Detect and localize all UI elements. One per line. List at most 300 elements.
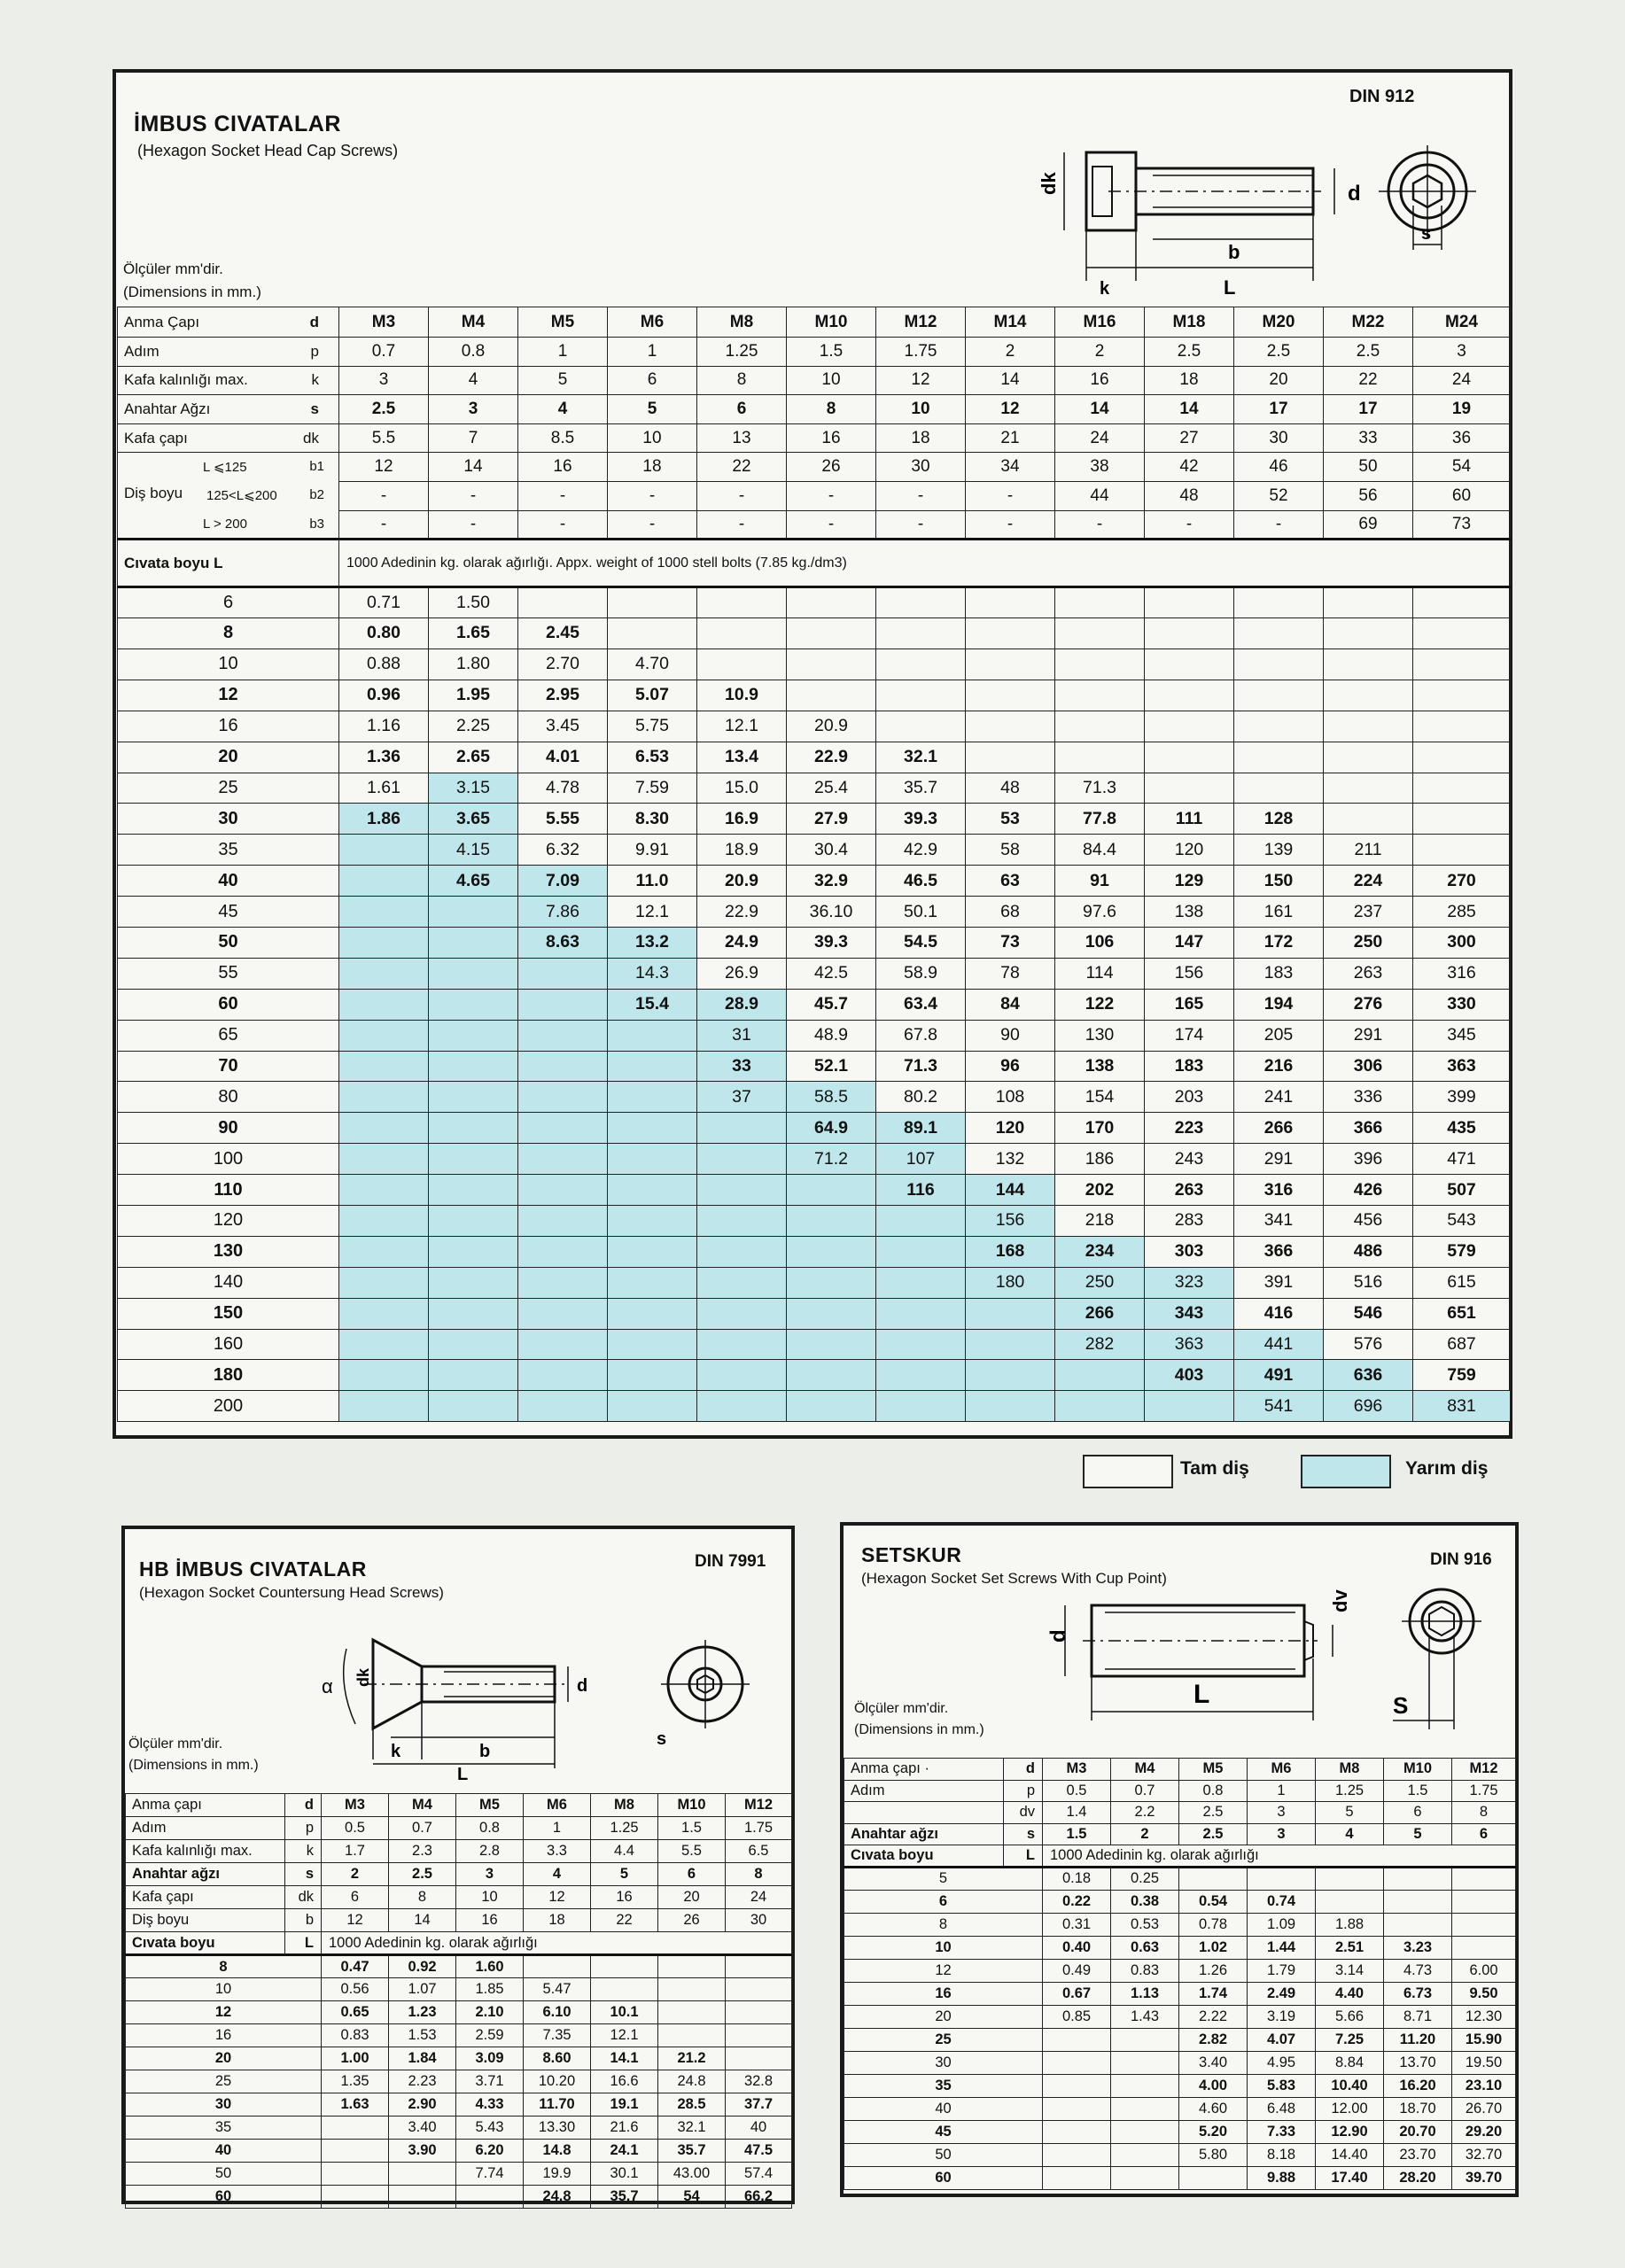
weight-value: 0.92: [389, 1955, 456, 1978]
weight-value: 144: [966, 1175, 1055, 1206]
length-value: 16: [126, 2024, 322, 2047]
spec-value: 2: [1055, 338, 1145, 367]
weight-value: [1145, 618, 1234, 649]
weight-value: 165: [1145, 989, 1234, 1020]
weight-value: 32.9: [787, 866, 876, 897]
weight-value: 7.74: [456, 2163, 524, 2186]
weight-value: [339, 1360, 429, 1391]
length-value: 35: [118, 835, 339, 866]
weight-value: 0.71: [339, 587, 429, 618]
spec-value: 0.5: [322, 1817, 389, 1840]
weight-value: [966, 649, 1055, 680]
din912-label-d: d: [1348, 182, 1361, 206]
weight-value: [1413, 587, 1511, 618]
din7991-table: [125, 1793, 792, 2209]
length-symbol: L: [1004, 1845, 1043, 1868]
weight-value: [339, 1082, 429, 1113]
length-row: [118, 835, 1511, 866]
spec-value: 24: [1055, 423, 1145, 453]
weight-value: 52.1: [787, 1051, 876, 1082]
weight-value: [876, 1267, 966, 1298]
weight-value: [726, 2024, 792, 2047]
weight-value: 0.80: [339, 618, 429, 649]
spec-label-text: Anma Çapı: [124, 313, 200, 330]
weight-value: 403: [1145, 1360, 1234, 1391]
weight-value: 63: [966, 866, 1055, 897]
weight-value: [339, 1205, 429, 1236]
thread-value: -: [429, 481, 518, 510]
weight-value: [1043, 2143, 1111, 2166]
weight-value: [608, 1236, 697, 1267]
weight-value: 111: [1145, 804, 1234, 835]
spec-label-text: Anahtar Ağzı: [124, 400, 211, 417]
din916-panel: [840, 1522, 1519, 2197]
weight-value: 341: [1234, 1205, 1324, 1236]
weight-value: 224: [1324, 866, 1413, 897]
spec-value: M8: [1316, 1759, 1384, 1781]
thread-value: 22: [697, 453, 787, 482]
weight-value: 1.23: [389, 2001, 456, 2024]
weight-value: [591, 1955, 658, 1978]
weight-value: [429, 1205, 518, 1236]
thread-value: 73: [1413, 510, 1511, 540]
spec-label: Anahtar ağzı: [844, 1823, 1004, 1845]
weight-value: 30.1: [591, 2163, 658, 2186]
spec-value: 3: [456, 1863, 524, 1886]
din912-dims-en: (Dimensions in mm.): [123, 284, 261, 300]
weight-value: 234: [1055, 1236, 1145, 1267]
spec-value: M3: [339, 307, 429, 338]
spec-value: M5: [456, 1794, 524, 1817]
length-row: [126, 2024, 792, 2047]
spec-value: 4: [1316, 1823, 1384, 1845]
weight-value: 3.71: [456, 2070, 524, 2093]
weight-value: 53: [966, 804, 1055, 835]
weight-value: [1324, 618, 1413, 649]
length-row: [118, 804, 1511, 835]
weight-value: [1055, 1360, 1145, 1391]
weight-value: 11.70: [524, 2093, 591, 2117]
weight-value: 12.30: [1452, 2005, 1516, 2028]
thread-value: 42: [1145, 453, 1234, 482]
weight-value: [726, 1955, 792, 1978]
weight-value: [429, 1298, 518, 1329]
spec-label: Anma çapı: [126, 1794, 285, 1817]
spec-value: 3: [429, 395, 518, 424]
thread-symbol: b3: [309, 517, 324, 532]
spec-value: M4: [389, 1794, 456, 1817]
length-row: [118, 1082, 1511, 1113]
spec-label: Anma çapı ·: [844, 1759, 1004, 1781]
weight-value: 516: [1324, 1267, 1413, 1298]
length-value: 8: [126, 1955, 322, 1978]
din7991-label-k: k: [391, 1742, 401, 1761]
length-value: 140: [118, 1267, 339, 1298]
thread-value: -: [339, 510, 429, 540]
weight-value: 45.7: [787, 989, 876, 1020]
weight-value: 36.10: [787, 897, 876, 928]
weight-value: 138: [1145, 897, 1234, 928]
weight-value: 122: [1055, 989, 1145, 1020]
spec-value: 14: [1055, 395, 1145, 424]
weight-value: [429, 927, 518, 958]
weight-value: [1111, 2097, 1179, 2120]
thread-value: 34: [966, 453, 1055, 482]
weight-value: [876, 1236, 966, 1267]
spec-value: M12: [876, 307, 966, 338]
spec-row: [126, 1840, 792, 1863]
din7991-title: HB İMBUS CIVATALAR: [139, 1557, 367, 1581]
weight-value: 2.49: [1248, 1982, 1316, 2005]
spec-value: 2.5: [1324, 338, 1413, 367]
weight-value: 37.7: [726, 2093, 792, 2117]
weight-value: 2.59: [456, 2024, 524, 2047]
weight-value: 5.80: [1179, 2143, 1248, 2166]
weight-value: [339, 927, 429, 958]
length-row: [118, 1205, 1511, 1236]
weight-value: 42.9: [876, 835, 966, 866]
weight-value: 546: [1324, 1298, 1413, 1329]
din7991-label-alpha: α: [322, 1675, 333, 1697]
thread-value: -: [876, 481, 966, 510]
length-row: [118, 1236, 1511, 1267]
weight-value: 4.65: [429, 866, 518, 897]
thread-value: 30: [876, 453, 966, 482]
length-value: 6: [844, 1890, 1043, 1913]
weight-value: [608, 1113, 697, 1144]
thread-symbol: b1: [309, 459, 324, 475]
weight-value: 24.8: [658, 2070, 726, 2093]
weight-value: 24.1: [591, 2140, 658, 2163]
weight-value: 91: [1055, 866, 1145, 897]
thread-value: 54: [1413, 453, 1511, 482]
din916-label-d: d: [1046, 1629, 1070, 1643]
weight-value: 330: [1413, 989, 1511, 1020]
thread-value: -: [608, 510, 697, 540]
din912-standard: DIN 912: [1349, 87, 1415, 106]
weight-value: 4.95: [1248, 2051, 1316, 2074]
length-row: [118, 649, 1511, 680]
weight-value: 24.8: [524, 2186, 591, 2209]
weight-value: [429, 1175, 518, 1206]
din912-label-L: L: [1224, 276, 1236, 299]
weight-value: 1.53: [389, 2024, 456, 2047]
weight-value: 32.1: [658, 2117, 726, 2140]
weight-value: 0.40: [1043, 1936, 1111, 1959]
thread-value: -: [429, 510, 518, 540]
weight-value: [1413, 804, 1511, 835]
weight-value: [1413, 835, 1511, 866]
din912-label-s: s: [1421, 224, 1432, 244]
spec-value: 1.25: [1316, 1780, 1384, 1802]
weight-value: 47.5: [726, 2140, 792, 2163]
spec-value: 6.5: [726, 1840, 792, 1863]
spec-value: 22: [1324, 366, 1413, 395]
weight-value: 39.3: [787, 927, 876, 958]
spec-value: 0.7: [339, 338, 429, 367]
length-row: [844, 2097, 1516, 2120]
weight-value: [697, 1205, 787, 1236]
weight-value: 1.61: [339, 773, 429, 804]
weight-value: [1055, 680, 1145, 711]
weight-value: 35.7: [658, 2140, 726, 2163]
length-value: 50: [118, 927, 339, 958]
weight-value: [876, 1360, 966, 1391]
weight-value: [518, 1267, 608, 1298]
weight-value: 1.95: [429, 680, 518, 711]
weight-value: 13.4: [697, 742, 787, 773]
weight-value: 16.9: [697, 804, 787, 835]
weight-value: 1.36: [339, 742, 429, 773]
weight-value: 43.00: [658, 2163, 726, 2186]
weight-value: [339, 958, 429, 989]
spec-symbol: dk: [303, 429, 319, 447]
din7991-label-d: d: [577, 1676, 588, 1696]
spec-value: 12: [524, 1886, 591, 1909]
spec-value: 6: [1384, 1802, 1452, 1824]
spec-value: M5: [1179, 1759, 1248, 1781]
weight-value: 456: [1324, 1205, 1413, 1236]
weight-value: 8.60: [524, 2047, 591, 2070]
length-row: [118, 1360, 1511, 1391]
weight-value: [429, 1329, 518, 1360]
spec-value: 2.5: [389, 1863, 456, 1886]
weight-value: [608, 1205, 697, 1236]
spec-value: 5: [1316, 1802, 1384, 1824]
spec-symbol: b: [285, 1909, 322, 1932]
weight-value: 0.65: [322, 2001, 389, 2024]
weight-value: [518, 1175, 608, 1206]
weight-value: [1324, 742, 1413, 773]
weight-value: [322, 2117, 389, 2140]
spec-value: 7: [429, 423, 518, 453]
length-value: 70: [118, 1051, 339, 1082]
weight-value: [339, 1020, 429, 1051]
weight-value: [1324, 773, 1413, 804]
weight-value: [726, 2001, 792, 2024]
weight-value: [966, 587, 1055, 618]
legend-full-thread-label: Tam diş: [1180, 1458, 1249, 1479]
weight-value: [608, 1020, 697, 1051]
weight-value: [726, 2047, 792, 2070]
length-value: 130: [118, 1236, 339, 1267]
weight-value: 366: [1234, 1236, 1324, 1267]
length-value: 150: [118, 1298, 339, 1329]
weight-value: 0.54: [1179, 1890, 1248, 1913]
weight-value: [966, 1360, 1055, 1391]
weight-value: 1.07: [389, 1978, 456, 2001]
spec-value: 8: [787, 395, 876, 424]
spec-value: 2: [966, 338, 1055, 367]
thread-value: -: [787, 481, 876, 510]
thread-value: 12: [339, 453, 429, 482]
weight-value: [1111, 2143, 1179, 2166]
weight-value: 441: [1234, 1329, 1324, 1360]
weight-value: 205: [1234, 1020, 1324, 1051]
weight-value: [518, 587, 608, 618]
weight-value: [518, 1298, 608, 1329]
weight-value: 316: [1234, 1175, 1324, 1206]
spec-value: 8: [697, 366, 787, 395]
weight-value: [1324, 587, 1413, 618]
length-row: [118, 927, 1511, 958]
din7991-label-L: L: [457, 1765, 469, 1782]
weight-value: 831: [1413, 1391, 1511, 1422]
spec-value: 1: [1248, 1780, 1316, 1802]
weight-value: 71.3: [1055, 773, 1145, 804]
din7991-screw-drawing: [302, 1613, 781, 1782]
length-value: 30: [126, 2093, 322, 2117]
weight-value: 0.56: [322, 1978, 389, 2001]
length-row: [844, 2143, 1516, 2166]
thread-value: -: [339, 481, 429, 510]
length-row: [118, 897, 1511, 928]
length-row: [126, 2070, 792, 2093]
weight-value: 0.49: [1043, 1959, 1111, 1982]
weight-value: [1111, 2074, 1179, 2097]
weight-value: 541: [1234, 1391, 1324, 1422]
weight-value: [726, 1978, 792, 2001]
weight-value: 9.91: [608, 835, 697, 866]
weight-value: 1.88: [1316, 1913, 1384, 1936]
weight-value: [966, 742, 1055, 773]
weight-value: 6.48: [1248, 2097, 1316, 2120]
weight-value: 15.4: [608, 989, 697, 1020]
length-row: [118, 989, 1511, 1020]
weight-value: 203: [1145, 1082, 1234, 1113]
weight-value: [876, 680, 966, 711]
spec-row: [118, 307, 1511, 338]
weight-value: 58.5: [787, 1082, 876, 1113]
weight-value: [787, 1329, 876, 1360]
length-row: [118, 1051, 1511, 1082]
din7991-dims-tr: Ölçüler mm'dir.: [128, 1736, 223, 1751]
weight-value: 12.1: [697, 711, 787, 742]
weight-value: 26.9: [697, 958, 787, 989]
weight-value: [608, 1360, 697, 1391]
length-row: [126, 2140, 792, 2163]
weight-value: [876, 618, 966, 649]
weight-value: 7.59: [608, 773, 697, 804]
spec-value: 22: [591, 1909, 658, 1932]
spec-value: 1.7: [322, 1840, 389, 1863]
weight-value: 211: [1324, 835, 1413, 866]
weight-value: [697, 1391, 787, 1422]
weight-value: [697, 1298, 787, 1329]
weight-value: 1.13: [1111, 1982, 1179, 2005]
weight-value: 3.40: [389, 2117, 456, 2140]
weight-value: 10.9: [697, 680, 787, 711]
spec-value: 2.5: [1234, 338, 1324, 367]
length-row: [844, 2166, 1516, 2189]
weight-value: 507: [1413, 1175, 1511, 1206]
weight-value: 0.85: [1043, 2005, 1111, 2028]
weight-value: 2.23: [389, 2070, 456, 2093]
weight-value: 16.20: [1384, 2074, 1452, 2097]
spec-value: M18: [1145, 307, 1234, 338]
weight-value: [322, 2163, 389, 2186]
spec-value: 17: [1324, 395, 1413, 424]
weight-value: [1055, 649, 1145, 680]
weight-value: [966, 1329, 1055, 1360]
weight-value: [787, 1391, 876, 1422]
spec-value: 1.5: [1384, 1780, 1452, 1802]
weight-value: 1.65: [429, 618, 518, 649]
weight-value: [697, 587, 787, 618]
weight-value: 0.18: [1043, 1867, 1111, 1890]
spec-value: 18: [1145, 366, 1234, 395]
spec-value: 0.8: [1179, 1780, 1248, 1802]
length-header-row: [126, 1932, 792, 1955]
din916-dims-en: (Dimensions in mm.): [854, 1722, 984, 1737]
weight-value: 84.4: [1055, 835, 1145, 866]
thread-value: -: [518, 510, 608, 540]
weight-value: 9.50: [1452, 1982, 1516, 2005]
weight-value: [518, 1391, 608, 1422]
weight-value: 32.1: [876, 742, 966, 773]
weight-value: 67.8: [876, 1020, 966, 1051]
weight-value: [1413, 649, 1511, 680]
weight-value: 138: [1055, 1051, 1145, 1082]
weight-value: 0.53: [1111, 1913, 1179, 1936]
weight-value: 426: [1324, 1175, 1413, 1206]
length-value: 65: [118, 1020, 339, 1051]
weight-value: [966, 1298, 1055, 1329]
weight-value: 23.10: [1452, 2074, 1516, 2097]
din912-label-b: b: [1228, 241, 1240, 263]
spec-value: 4: [429, 366, 518, 395]
thread-value: -: [876, 510, 966, 540]
weight-note: 1000 Adedinin kg. olarak ağırlığı: [1043, 1845, 1516, 1868]
weight-value: 303: [1145, 1236, 1234, 1267]
weight-value: 20.9: [697, 866, 787, 897]
spec-label: Adım: [126, 1817, 285, 1840]
din7991-label-dk: dk: [354, 1667, 372, 1687]
thread-value: 48: [1145, 481, 1234, 510]
weight-value: 218: [1055, 1205, 1145, 1236]
spec-value: M16: [1055, 307, 1145, 338]
weight-value: [1043, 2166, 1111, 2189]
din916-screw-drawing: [1012, 1570, 1508, 1738]
spec-value: 19: [1413, 395, 1511, 424]
weight-value: 1.35: [322, 2070, 389, 2093]
spec-value: 10: [787, 366, 876, 395]
spec-value: M5: [518, 307, 608, 338]
weight-value: [339, 1267, 429, 1298]
length-row: [844, 1913, 1516, 1936]
spec-value: M3: [1043, 1759, 1111, 1781]
weight-value: [1234, 587, 1324, 618]
spec-value: 17: [1234, 395, 1324, 424]
weight-value: 250: [1055, 1267, 1145, 1298]
thread-value: 16: [518, 453, 608, 482]
weight-value: [1234, 742, 1324, 773]
thread-condition: 125<L⩽200: [206, 488, 277, 504]
weight-value: 291: [1324, 1020, 1413, 1051]
weight-value: 266: [1055, 1298, 1145, 1329]
spec-label: Diş boyu: [126, 1909, 285, 1932]
weight-value: 696: [1324, 1391, 1413, 1422]
din916-label-S: S: [1393, 1692, 1409, 1719]
length-value: 12: [844, 1959, 1043, 1982]
spec-value: 1.75: [1452, 1780, 1516, 1802]
weight-value: 54.5: [876, 927, 966, 958]
length-row: [844, 2051, 1516, 2074]
weight-value: 202: [1055, 1175, 1145, 1206]
weight-value: [429, 1051, 518, 1082]
weight-value: 6.00: [1452, 1959, 1516, 1982]
length-row: [118, 618, 1511, 649]
